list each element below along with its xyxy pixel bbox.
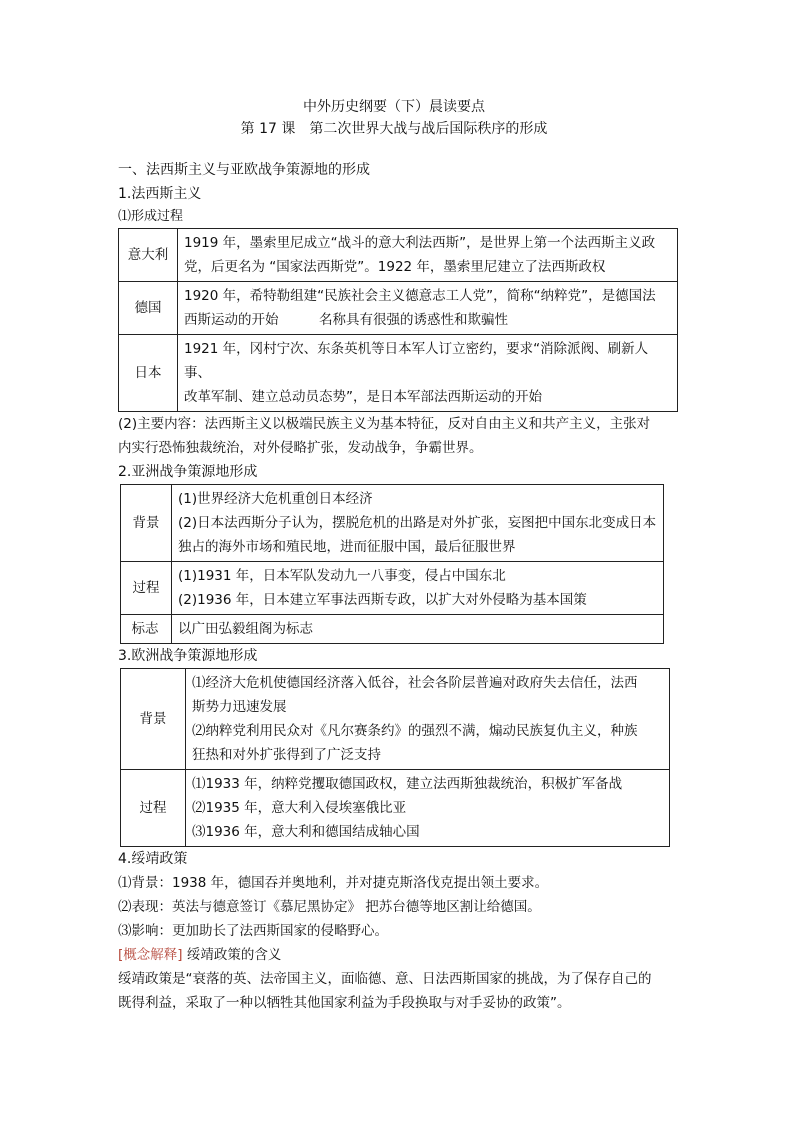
table-row [121, 770, 670, 847]
row-key: 意大利 [119, 229, 178, 282]
row-content [172, 615, 664, 644]
document-title: 中外历史纲要（下）晨读要点 [303, 99, 485, 115]
line: (1)世界经济大危机重创日本经济 [178, 491, 373, 507]
section-heading: 一、法西斯主义与亚欧战争策源地的形成 [118, 162, 370, 178]
line: (2)主要内容：法西斯主义以极端民族主义为基本特征，反对自由主义和共产主义，主张对 [118, 416, 651, 432]
line: 独占的海外市场和殖民地，进而征服中国，最后征服世界 [178, 539, 516, 555]
table-row [121, 615, 664, 644]
line: 狂热和对外扩张得到了广泛支持 [192, 747, 381, 763]
table-row [121, 562, 664, 615]
formation-process-heading: ⑴形成过程 [118, 209, 184, 224]
row-content [172, 485, 664, 562]
fascism-formation-table [118, 228, 678, 412]
line: 1920 年，希特勒组建“民族社会主义德意志工人党”，简称“纳粹党”，是德国法 [184, 288, 656, 304]
concept-tag: [概念解释] [118, 947, 183, 963]
line: (2)日本法西斯分子认为，摆脱危机的出路是对外扩张，妄图把中国东北变成日本 [178, 515, 657, 531]
row-content [186, 770, 670, 847]
line: 内实行恐怖独裁统治，对外侵略扩张，发动战争，争霸世界。 [118, 440, 483, 456]
line: 斯势力迅速发展 [192, 699, 287, 715]
europe-war-source-table [120, 668, 670, 847]
row-key: 标志 [121, 615, 172, 644]
line: 以广田弘毅组阁为标志 [178, 621, 313, 637]
row-content [186, 669, 670, 770]
table-row [119, 335, 678, 412]
row-content [178, 282, 678, 335]
lesson-title: 第 17 课 第二次世界大战与战后国际秩序的形成 [240, 121, 548, 137]
document-page [118, 96, 678, 1015]
line: 党，后更名为 “国家法西斯党”。1922 年，墨索里尼建立了法西斯政权 [184, 259, 606, 275]
row-key: 过程 [121, 562, 172, 615]
table-row [121, 485, 664, 562]
subsection-heading-appeasement: 4.绥靖政策 [118, 851, 188, 867]
asia-war-source-table [120, 484, 664, 644]
row-key: 过程 [121, 770, 186, 847]
line: (2)1936 年，日本建立军事法西斯专政，以扩大对外侵略为基本国策 [178, 592, 587, 608]
appeasement-list [118, 871, 678, 943]
line: ⑵1935 年，意大利入侵埃塞俄比亚 [192, 800, 407, 816]
concept-paragraph [118, 967, 678, 1015]
main-content-paragraph [118, 412, 678, 460]
table-row [121, 669, 670, 770]
list-item: ⑶影响：更加助长了法西斯国家的侵略野心。 [118, 923, 388, 939]
row-key: 背景 [121, 485, 172, 562]
line: 改革军制、建立总动员态势”，是日本军部法西斯运动的开始 [184, 389, 542, 405]
line: 绥靖政策是“衰落的英、法帝国主义，面临德、意、日法西斯国家的挑战，为了保存自己的 [118, 971, 652, 987]
subsection-heading-asia: 2.亚洲战争策源地形成 [118, 464, 258, 480]
line: 1919 年，墨索里尼成立“战斗的意大利法西斯”，是世界上第一个法西斯主义政 [184, 235, 656, 251]
row-key: 日本 [119, 335, 178, 412]
concept-title: 绥靖政策的含义 [186, 947, 282, 963]
line: 既得利益，采取了一种以牺牲其他国家利益为手段换取与对手妥协的政策”。 [118, 995, 571, 1011]
table-row [119, 282, 678, 335]
row-key: 背景 [121, 669, 186, 770]
subsection-heading-fascism: 1.法西斯主义 [118, 186, 202, 202]
line: 1921 年，冈村宁次、东条英机等日本军人订立密约，要求“消除派阀、刷新人事、 [184, 341, 649, 381]
row-key: 德国 [119, 282, 178, 335]
line: ⑴经济大危机使德国经济落入低谷，社会各阶层普遍对政府失去信任，法西 [192, 675, 638, 691]
line: (1)1931 年，日本军队发动九一八事变，侵占中国东北 [178, 568, 506, 584]
row-content [178, 229, 678, 282]
line: ⑵纳粹党利用民众对《凡尔赛条约》的强烈不满，煽动民族复仇主义，种族 [192, 723, 638, 739]
line: ⑴1933 年，纳粹党攫取德国政权，建立法西斯独裁统治，积极扩军备战 [192, 776, 623, 792]
line: 西斯运动的开始 名称具有很强的诱惑性和欺骗性 [184, 312, 508, 328]
row-content [178, 335, 678, 412]
concept-heading [118, 943, 678, 967]
list-item: ⑵表现：英法与德意签订《慕尼黑协定》 把苏台德等地区割让给德国。 [118, 899, 541, 915]
list-item: ⑴背景：1938 年，德国吞并奥地利，并对捷克斯洛伐克提出领土要求。 [118, 875, 549, 891]
subsection-heading-europe: 3.欧洲战争策源地形成 [118, 648, 258, 664]
row-content [172, 562, 664, 615]
table-row [119, 229, 678, 282]
line: ⑶1936 年，意大利和德国结成轴心国 [192, 824, 420, 840]
